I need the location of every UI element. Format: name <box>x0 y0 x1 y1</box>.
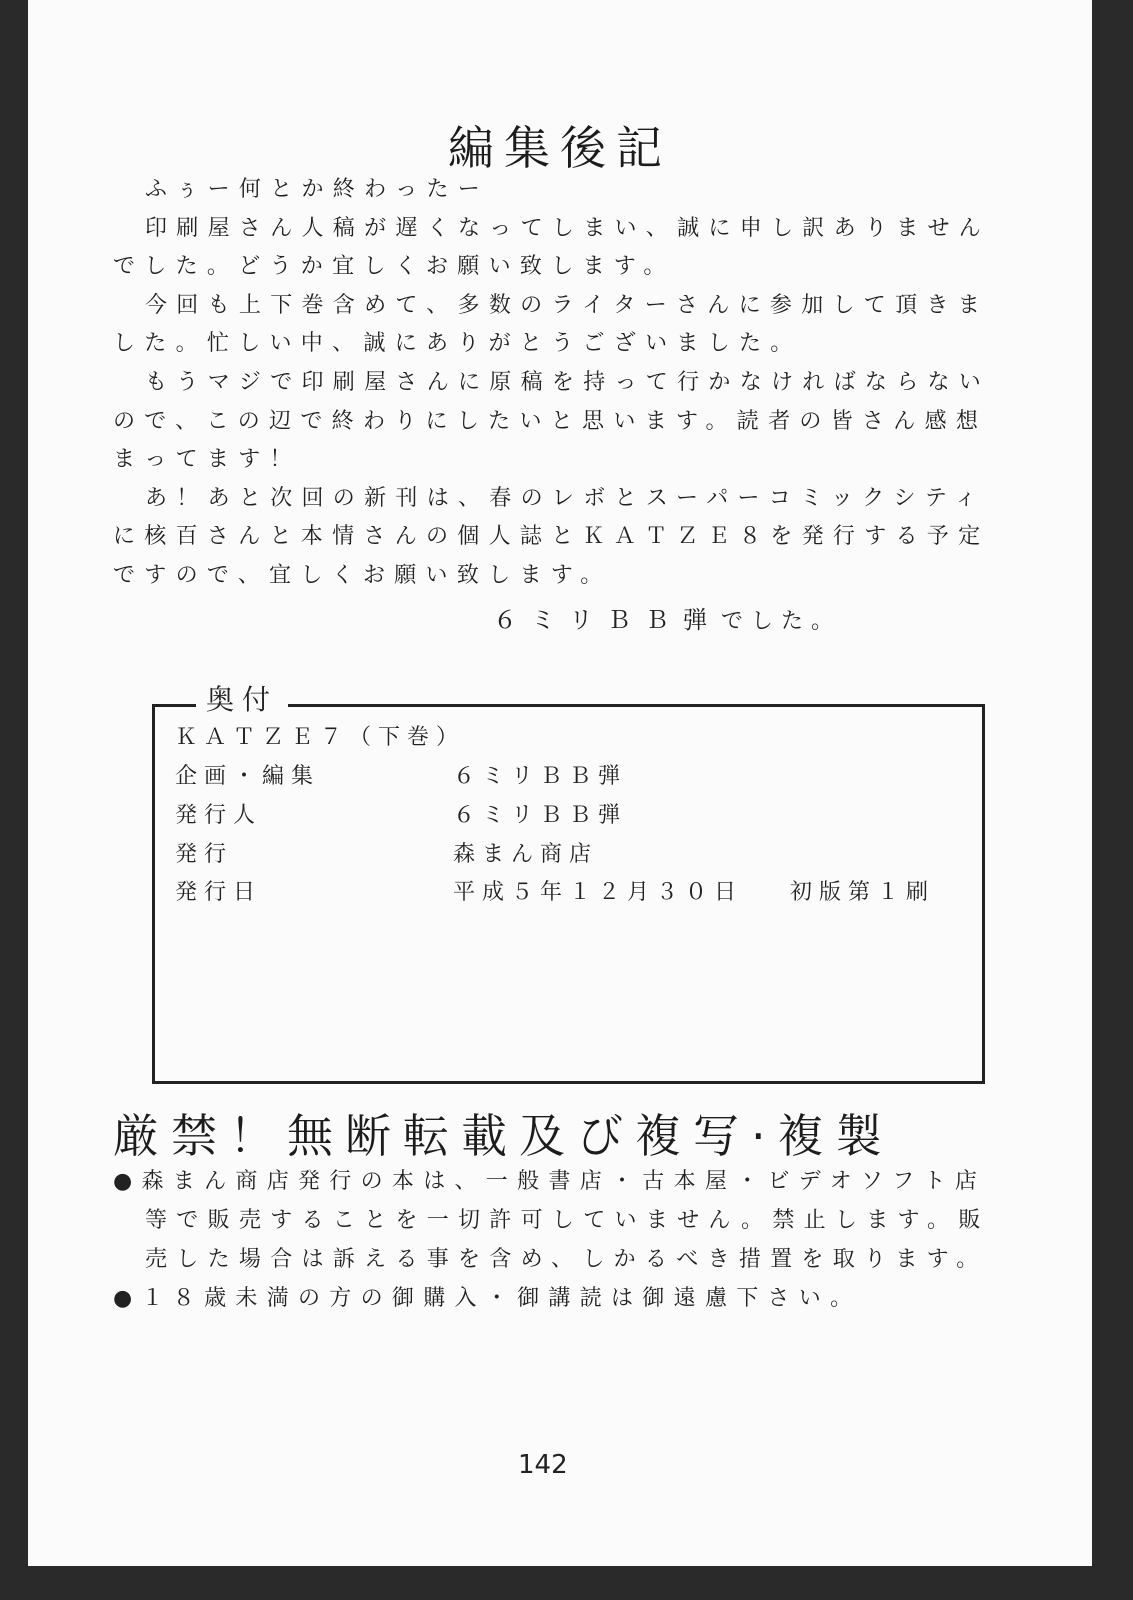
warning-line: 売した場合は訴える事を含め、しかるべき措置を取ります。 <box>145 1247 988 1272</box>
colophon-row-extra: 初版第１刷 <box>790 880 936 905</box>
colophon-row-key: 発行 <box>175 842 234 867</box>
afterword-line: ですので、宜しくお願い致します。 <box>113 563 612 588</box>
afterword-line: ふぅー何とか終わったー <box>145 177 490 202</box>
warning-line: 等で販売することを一切許可していません。禁止します。販 <box>145 1208 990 1233</box>
colophon-row-value: 平成５年１２月３０日 <box>453 880 744 905</box>
colophon-row-key: 企画・編集 <box>175 764 321 789</box>
signature-name: ６ミリＢＢ弾 <box>493 606 721 634</box>
colophon-row-value: 森まん商店 <box>453 842 599 867</box>
afterword-line: した。忙しい中、誠にありがとうございました。 <box>113 331 802 357</box>
colophon-row-key: 発行人 <box>175 803 263 828</box>
colophon-row-value: ６ミリＢＢ弾 <box>453 764 628 789</box>
afterword-line: まってます！ <box>113 447 301 473</box>
warning-title: 厳禁！無断転載及び複写·複製 <box>113 1109 894 1163</box>
afterword-line: でした。どうか宜しくお願い致します。 <box>113 254 675 280</box>
colophon-book-title: ＫＡＴＺＥ７（下巻） <box>175 725 466 750</box>
afterword-line: あ！あと次回の新刊は、春のレボとスーパーコミックシティ <box>145 485 986 511</box>
colophon-row-key: 発行日 <box>175 880 263 905</box>
warning-line: ●１８歳未満の方の御購入・御講読は御遠慮下さい。 <box>113 1286 862 1311</box>
afterword-line: ので、この辺で終わりにしたいと思います。読者の皆さん感想 <box>113 408 988 434</box>
colophon-row-value: ６ミリＢＢ弾 <box>453 803 628 828</box>
afterword-line: もうマジで印刷屋さんに原稿を持って行かなければならない <box>145 370 991 395</box>
warning-line: ●森まん商店発行の本は、一般書店・古本屋・ビデオソフト店 <box>113 1169 987 1194</box>
colophon-label: 奥付 <box>196 678 288 718</box>
signature-suffix: でした。 <box>721 609 842 634</box>
page-number: 142 <box>518 1450 568 1480</box>
afterword-line: 今回も上下巻含めて、多数のライターさんに参加して頂きま <box>145 292 990 318</box>
page-title: 編集後記 <box>448 121 672 175</box>
signature <box>493 600 841 635</box>
afterword-line: に核百さんと本情さんの個人誌とＫＡＴＺＥ８を発行する予定 <box>113 524 990 550</box>
document-page <box>28 0 1092 1566</box>
afterword-line: 印刷屋さん人稿が遅くなってしまい、誠に申し訳ありません <box>145 215 991 241</box>
